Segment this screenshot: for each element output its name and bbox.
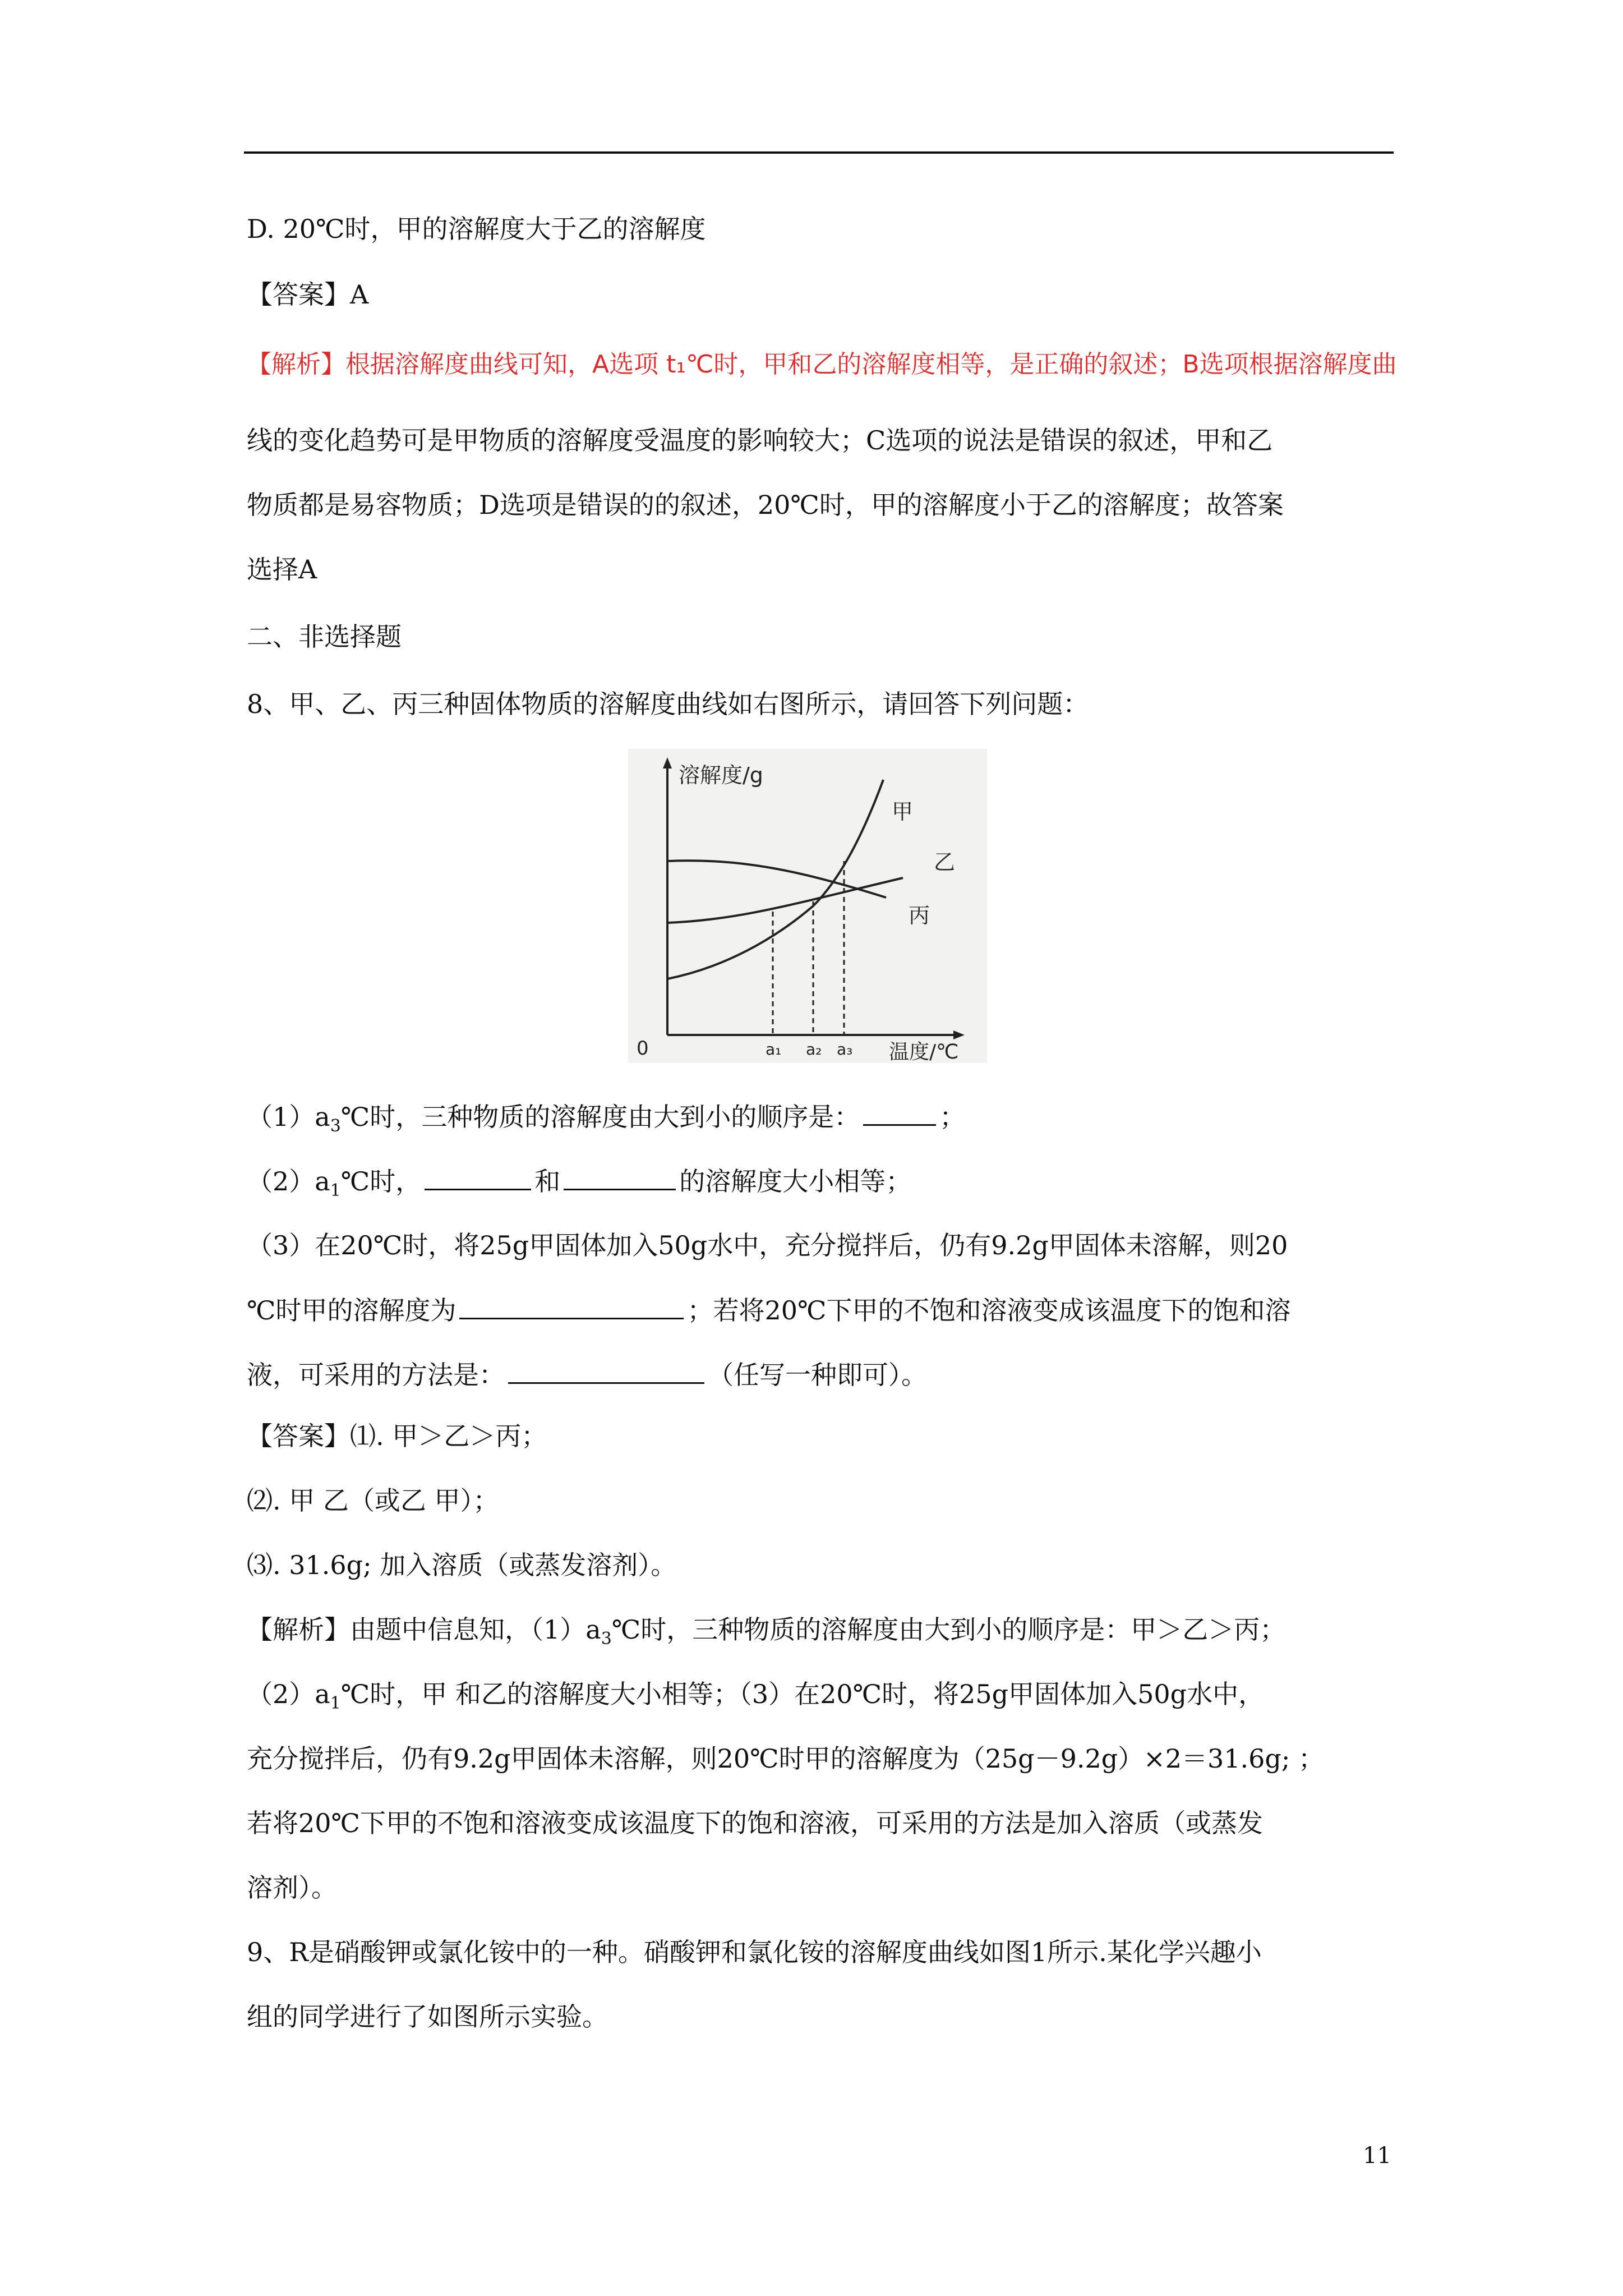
section-heading: 二、非选择题 — [247, 622, 402, 652]
answer-8-line-1: 【答案】⑴. 甲＞乙＞丙； — [247, 1421, 547, 1451]
answer-8-line-3: ⑶. 31.6g; 加入溶质（或蒸发溶剂）。 — [247, 1550, 677, 1580]
tick-a1: a₁ — [766, 1040, 782, 1059]
tick-a2: a₂ — [806, 1040, 822, 1059]
answer-7: 【答案】A — [247, 279, 369, 310]
page-number: 11 — [1363, 2143, 1391, 2169]
question-8-part-3-line-1: （3）在20℃时，将25g甲固体加入50g水中，充分搅拌后，仍有9.2g甲固体未溶解，则20 — [247, 1230, 1288, 1260]
analysis-8-line-4: 若将20℃下甲的不饱和溶液变成该温度下的饱和溶液，可采用的方法是加入溶质（或蒸发 — [247, 1808, 1263, 1838]
header-rule — [244, 151, 1394, 154]
question-8-part-3-line-3: 液，可采用的方法是： （任写一种即可）。 — [247, 1358, 927, 1392]
answer-blank-2b[interactable] — [564, 1164, 676, 1190]
label-bing: 丙 — [909, 903, 930, 928]
answer-blank-1[interactable] — [863, 1099, 936, 1126]
analysis-7-line-2: 线的变化趋势可是甲物质的溶解度受温度的影响较大；C选项的说法是错误的叙述，甲和乙 — [247, 425, 1273, 455]
tick-a3: a₃ — [837, 1040, 853, 1059]
option-d: D. 20℃时，甲的溶解度大于乙的溶解度 — [247, 214, 706, 244]
label-jia: 甲 — [892, 799, 914, 824]
question-8-part-2: $(2)a_1℃$时， 和 的溶解度大小相等； — [247, 1164, 911, 1208]
solubility-curve-figure — [628, 749, 987, 1063]
answer-blank-3b[interactable] — [508, 1358, 704, 1384]
question-8-stem: 8、甲、乙、丙三种固体物质的溶解度曲线如右图所示，请回答下列问题： — [247, 689, 1089, 719]
analysis-8-line-2: $(2)a_1℃$时，甲 和乙的溶解度大小相等；（3）在20℃时，将25g甲固体加入50g水中， — [247, 1679, 1265, 1714]
analysis-8-line-5: 溶剂）。 — [247, 1872, 337, 1903]
x-axis-label: 温度/℃ — [889, 1041, 959, 1063]
analysis-7-highlight: 【解析】根据溶解度曲线可知，A选项 t₁℃时，甲和乙的溶解度相等，是正确的叙述；B选项根据溶解度曲 — [247, 350, 1397, 379]
question-8-part-1: $(1)a_3℃$时，三种物质的溶解度由大到小的顺序是： ； — [247, 1099, 965, 1143]
answer-blank-3a[interactable] — [459, 1293, 684, 1319]
origin-label: 0 — [637, 1037, 649, 1060]
label-yi: 乙 — [934, 850, 956, 875]
analysis-8-line-1: 【解析】由题中信息知，$(1)a_3℃$时，三种物质的溶解度由大到小的顺序是：甲＞乙＞丙； — [247, 1614, 1286, 1649]
answer-blank-2a[interactable] — [425, 1164, 531, 1190]
analysis-8-line-3: 充分搅拌后，仍有9.2g甲固体未溶解，则20℃时甲的溶解度为（25g－9.2g）×2＝31.6g; ； — [247, 1743, 1324, 1774]
y-axis-label: 溶解度/g — [679, 763, 763, 788]
analysis-7-line-4: 选择A — [247, 554, 317, 585]
answer-8-line-2: ⑵. 甲 乙（或乙 甲）； — [247, 1485, 499, 1516]
question-9-line-1: 9、R是硝酸钾或氯化铵中的一种。硝酸钾和氯化铵的溶解度曲线如图1所示.某化学兴趣小 — [247, 1937, 1262, 1967]
question-9-line-2: 组的同学进行了如图所示实验。 — [247, 2001, 608, 2032]
analysis-7-line-3: 物质都是易容物质；D选项是错误的的叙述，20℃时，甲的溶解度小于乙的溶解度；故答案 — [247, 490, 1284, 520]
question-8-part-3-line-2: ℃时甲的溶解度为 ；若将20℃下甲的不饱和溶液变成该温度下的饱和溶 — [247, 1293, 1290, 1327]
